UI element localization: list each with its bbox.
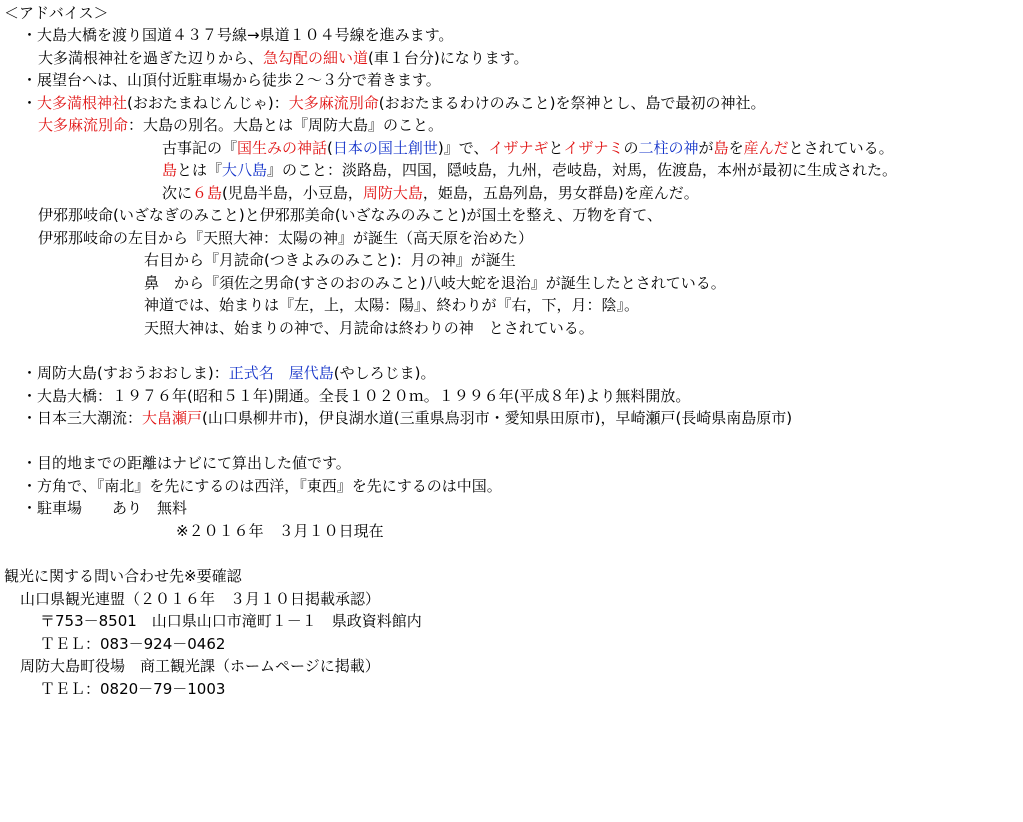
contact-org-2: 周防大島町役場 商工観光課（ホームページに掲載） <box>20 657 380 675</box>
oshima-line-3: ・日本三大潮流：大畠瀬戸(山口県柳井市)，伊良湖水道(三重県鳥羽市・愛知県田原市)，早崎瀬戸(長崎県南島原市) <box>22 409 793 427</box>
contact-org-1-address: 〒753－8501 山口県山口市滝町１－１ 県政資料館内 <box>40 612 422 630</box>
shrine-line-9: 鼻 から『須佐之男命(すさのおのみこと)八岐大蛇を退治』が誕生したとされている。 <box>144 274 726 292</box>
contact-title: 観光に関する問い合わせ先※要確認 <box>4 567 242 585</box>
route-line-2: 大多満根神社を過ぎた辺りから、急勾配の細い道(車１台分)になります。 <box>38 49 529 67</box>
shrine-line-7: 伊邪那岐命の左目から『天照大神：太陽の神』が誕生（高天原を治めた） <box>38 229 534 247</box>
notes-line-4: ※２０１６年 ３月１０日現在 <box>176 522 384 540</box>
shrine-line-2: 大多麻流別命：大島の別名。大島とは『周防大島』のこと。 <box>38 116 444 134</box>
shrine-line-10: 神道では、始まりは『左，上，太陽：陽』、終わりが『右，下，月：陰』。 <box>144 296 640 314</box>
shrine-line-5: 次に６島(児島半島，小豆島，周防大島，姫島，五島列島，男女群島)を産んだ。 <box>162 184 699 202</box>
shrine-line-3: 古事記の『国生みの神話(日本の国土創世)』で、イザナギとイザナミの二柱の神が島を産んだとされている。 <box>162 139 894 157</box>
shrine-line-4: 島とは『大八島』のこと：淡路島，四国，隠岐島，九州，壱岐島，対馬，佐渡島，本州が最初に生成された。 <box>162 161 898 179</box>
notes-line-2: ・方角で、『南北』を先にするのは西洋，『東西』を先にするのは中国。 <box>22 477 502 495</box>
shrine-line-1: ・大多満根神社(おおたまねじんじゃ)：大多麻流別命(おおたまるわけのみこと)を祭神とし、島で最初の神社。 <box>22 94 766 112</box>
advice-header: ＜アドバイス＞ <box>4 4 109 22</box>
notes-line-3: ・駐車場 あり 無料 <box>22 499 188 517</box>
notes-line-1: ・目的地までの距離はナビにて算出した値です。 <box>22 454 351 472</box>
shrine-line-6: 伊邪那岐命(いざなぎのみこと)と伊邪那美命(いざなみのみこと)が国土を整え、万物を育て、 <box>38 206 663 224</box>
contact-org-1-tel: ＴＥＬ：083－924－0462 <box>40 635 226 653</box>
oshima-line-1: ・周防大島(すおうおおしま)：正式名 屋代島(やしろじま)。 <box>22 364 436 382</box>
route-line-3: ・展望台へは、山頂付近駐車場から徒歩２～３分で着きます。 <box>22 71 441 89</box>
route-line-1: ・大島大橋を渡り国道４３７号線→県道１０４号線を進みます。 <box>22 26 454 44</box>
oshima-line-2: ・大島大橋：１９７６年(昭和５１年)開通。全長１０２０ｍ。１９９６年(平成８年)より無料開放。 <box>22 387 691 405</box>
contact-org-1: 山口県観光連盟（２０１６年 ３月１０日掲載承認） <box>20 590 381 608</box>
shrine-line-8: 右目から『月読命(つきよみのみこと)：月の神』が誕生 <box>144 251 516 269</box>
contact-org-2-tel: ＴＥＬ：0820－79－1003 <box>40 680 226 698</box>
shrine-line-11: 天照大神は、始まりの神で、月読命は終わりの神 とされている。 <box>144 319 594 337</box>
